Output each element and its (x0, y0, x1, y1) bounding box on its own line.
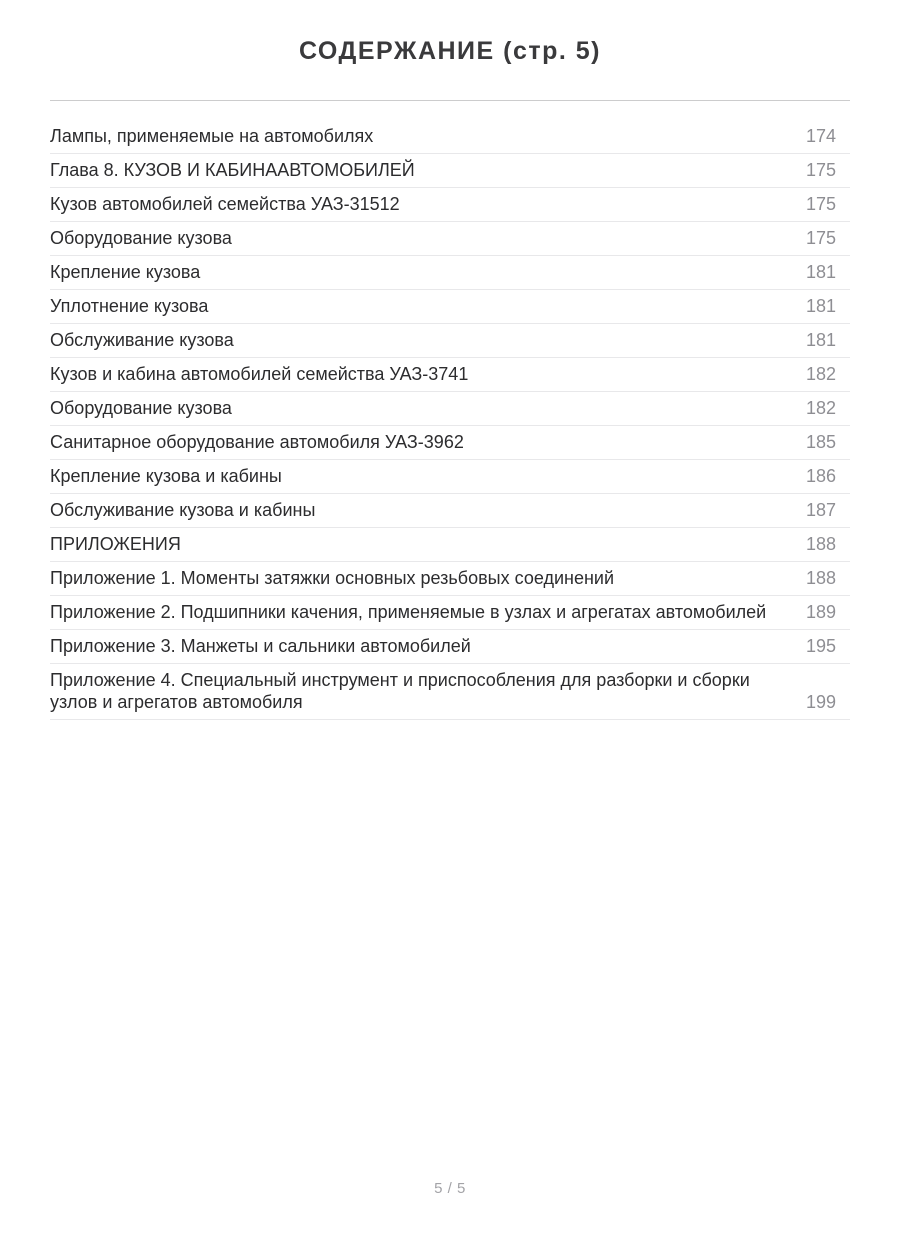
page-indicator: 5 / 5 (434, 1180, 466, 1197)
toc-item-page-number: 175 (805, 160, 836, 180)
toc-item-label: Санитарное оборудование автомобиля УАЗ-3962 (50, 432, 464, 452)
toc-item-label: ПРИЛОЖЕНИЯ (50, 534, 181, 554)
toc-list (50, 120, 850, 720)
toc-item-page-number: 181 (805, 296, 836, 316)
toc-item-page-number: 188 (805, 534, 836, 554)
toc-item-page-number: 195 (805, 636, 836, 656)
toc-row[interactable] (50, 494, 850, 528)
toc-row[interactable] (50, 290, 850, 324)
toc-item-page-number: 182 (805, 364, 836, 384)
toc-item-page-number: 188 (805, 568, 836, 588)
toc-item-label: Кузов и кабина автомобилей семейства УАЗ-3741 (50, 364, 469, 384)
toc-item-page-number: 189 (805, 602, 836, 622)
toc-item-label: Приложение 1. Моменты затяжки основных резьбовых соединений (50, 568, 615, 588)
toc-row[interactable] (50, 630, 850, 664)
toc-row[interactable] (50, 154, 850, 188)
toc-item-page-number: 181 (805, 262, 836, 282)
toc-item-label: Приложение 4. Специальный инструмент и приспособления для разборки и сборки узлов и агрегатов автомобиля (50, 670, 750, 712)
page-title: СОДЕРЖАНИЕ (стр. 5) (298, 37, 602, 65)
toc-item-label: Лампы, применяемые на автомобилях (50, 126, 374, 146)
toc-item-label: Приложение 3. Манжеты и сальники автомобилей (50, 636, 471, 656)
toc-item-label: Оборудование кузова (50, 398, 232, 418)
toc-row[interactable] (50, 596, 850, 630)
toc-row[interactable] (50, 324, 850, 358)
toc-item-page-number: 175 (805, 228, 836, 248)
toc-item-page-number: 185 (805, 432, 836, 452)
toc-item-label: Оборудование кузова (50, 228, 232, 248)
toc-item-label: Глава 8. КУЗОВ И КАБИНААВТОМОБИЛЕЙ (50, 160, 415, 180)
toc-item-label: Кузов автомобилей семейства УАЗ-31512 (50, 194, 400, 214)
toc-row[interactable] (50, 664, 850, 720)
toc-row[interactable] (50, 188, 850, 222)
toc-row[interactable] (50, 392, 850, 426)
toc-row[interactable] (50, 528, 850, 562)
toc-item-label: Приложение 2. Подшипники качения, применяемые в узлах и агрегатах автомобилей (50, 602, 767, 622)
toc-item-page-number: 182 (805, 398, 836, 418)
header-divider (50, 100, 850, 101)
toc-item-page-number: 175 (805, 194, 836, 214)
toc-item-label: Обслуживание кузова (50, 330, 234, 350)
toc-item-label: Крепление кузова (50, 262, 201, 282)
toc-item-label: Обслуживание кузова и кабины (50, 500, 316, 520)
toc-item-page-number: 186 (805, 466, 836, 486)
toc-item-page-number: 187 (805, 500, 836, 520)
toc-row[interactable] (50, 562, 850, 596)
toc-item-page-number: 199 (805, 692, 836, 712)
toc-row[interactable] (50, 460, 850, 494)
toc-item-page-number: 174 (805, 126, 836, 146)
toc-item-label: Уплотнение кузова (50, 296, 209, 316)
toc-row[interactable] (50, 426, 850, 460)
toc-row[interactable] (50, 256, 850, 290)
toc-item-label: Крепление кузова и кабины (50, 466, 282, 486)
toc-row[interactable] (50, 120, 850, 154)
toc-item-page-number: 181 (805, 330, 836, 350)
toc-row[interactable] (50, 222, 850, 256)
toc-row[interactable] (50, 358, 850, 392)
